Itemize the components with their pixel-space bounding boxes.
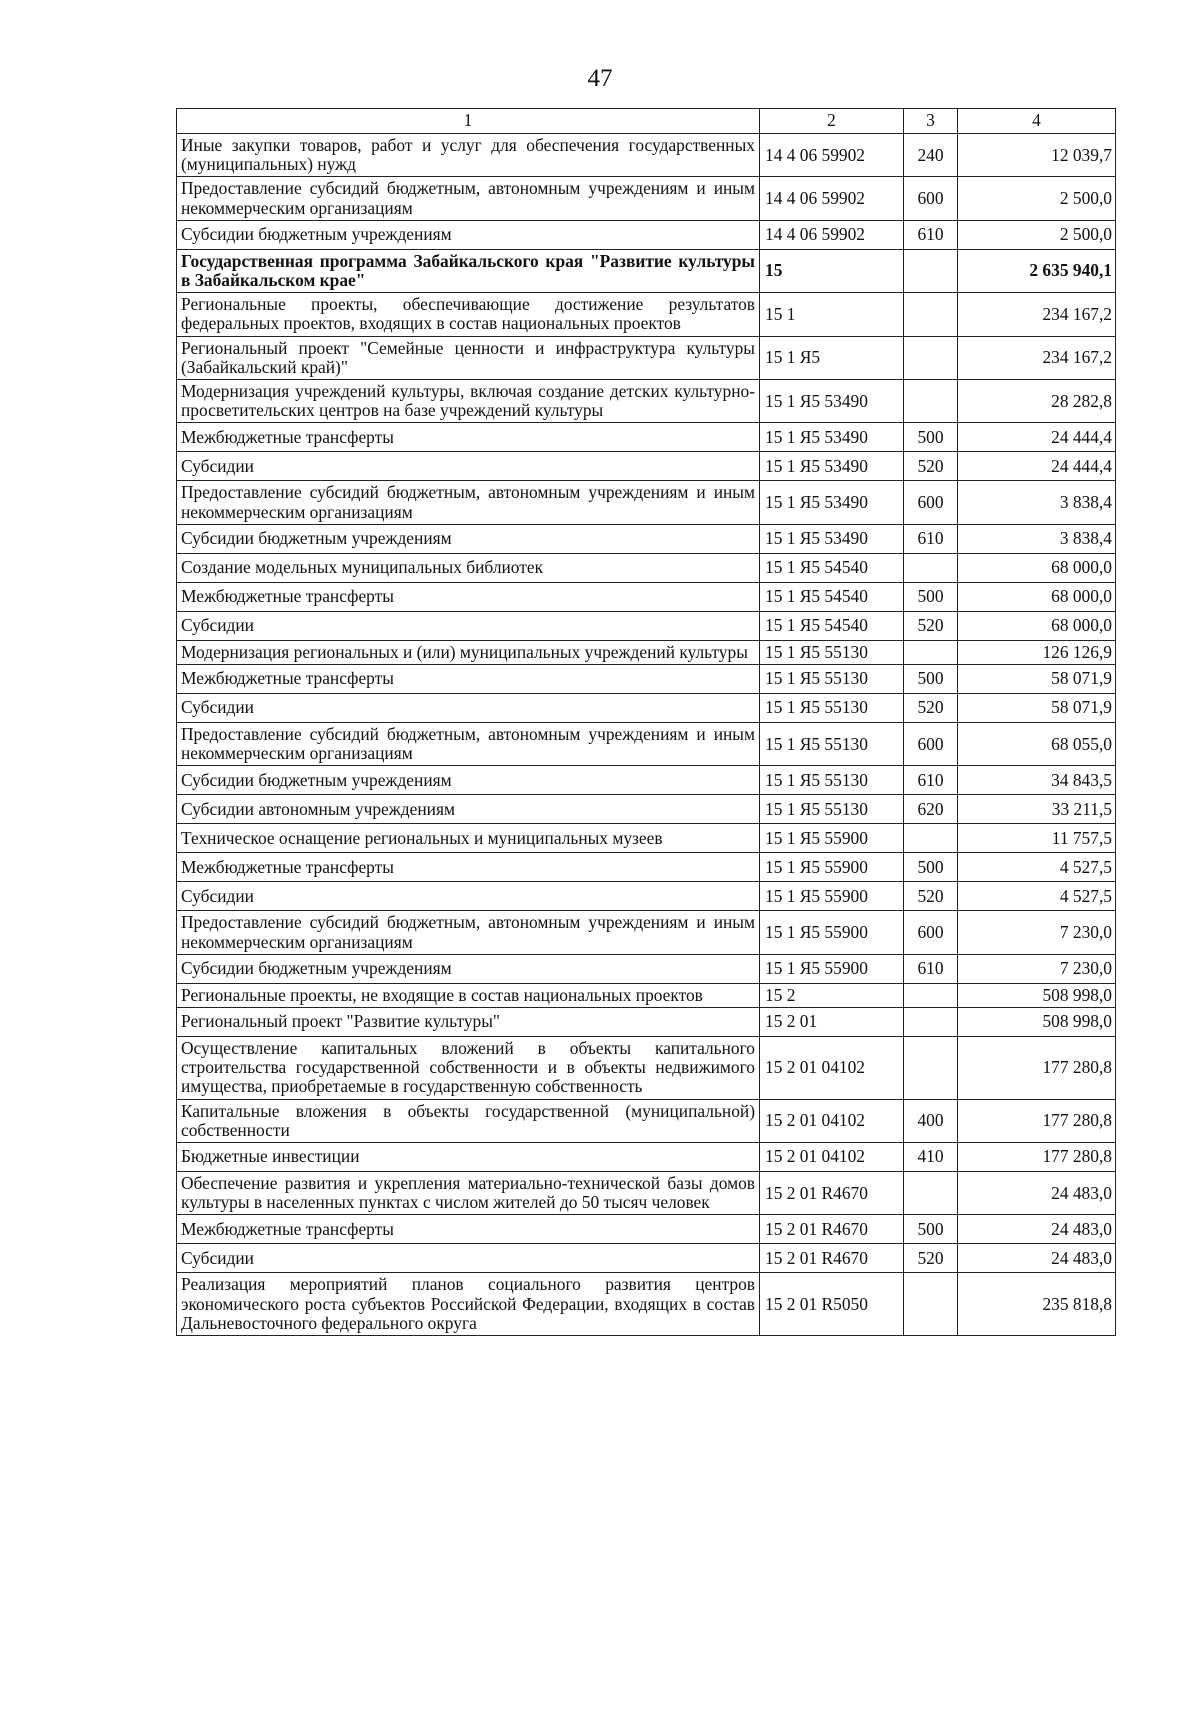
row-code: 15 2 01 04102 [760,1037,904,1100]
row-name: Иные закупки товаров, работ и услуг для обеспечения государственных (муниципальных) нужд [177,134,760,177]
row-amount: 2 500,0 [958,177,1116,220]
row-amount: 58 071,9 [958,665,1116,694]
row-code: 15 1 Я5 53490 [760,423,904,452]
row-amount: 28 282,8 [958,380,1116,423]
row-name: Межбюджетные трансферты [177,423,760,452]
row-type: 600 [904,481,958,524]
table-row [177,795,1116,824]
row-name: Осуществление капитальных вложений в объекты капитального строительства государственной собственности и в объекты недвижимого имущества, приобретаемые в государственную собственность [177,1037,760,1100]
table-row [177,983,1116,1007]
row-code: 15 1 Я5 [760,336,904,379]
row-name: Субсидии бюджетным учреждениям [177,954,760,983]
row-amount: 177 280,8 [958,1099,1116,1142]
table-row [177,481,1116,524]
row-amount: 3 838,4 [958,481,1116,524]
row-type: 620 [904,795,958,824]
row-code: 15 2 01 R4670 [760,1244,904,1273]
row-name: Реализация мероприятий планов социального развития центров экономического роста субъектов Российской Федерации, входящих в состав Дальневосточного федерального округа [177,1273,760,1336]
table-row [177,249,1116,292]
row-code: 15 1 Я5 55130 [760,640,904,664]
row-amount: 235 818,8 [958,1273,1116,1336]
row-name: Предоставление субсидий бюджетным, автономным учреждениям и иным некоммерческим организациям [177,911,760,954]
row-code: 15 1 Я5 53490 [760,481,904,524]
row-type: 240 [904,134,958,177]
row-type: 520 [904,1244,958,1273]
row-type [904,640,958,664]
row-type [904,824,958,853]
table-row [177,452,1116,481]
row-amount: 68 000,0 [958,553,1116,582]
row-type: 500 [904,1215,958,1244]
row-code: 15 1 Я5 55900 [760,824,904,853]
row-amount: 126 126,9 [958,640,1116,664]
row-name: Субсидии [177,611,760,640]
row-amount: 2 500,0 [958,220,1116,249]
row-type [904,1273,958,1336]
row-type: 610 [904,524,958,553]
row-code: 15 2 01 R4670 [760,1215,904,1244]
row-amount: 2 635 940,1 [958,249,1116,292]
row-code: 14 4 06 59902 [760,220,904,249]
table-row [177,177,1116,220]
row-amount: 68 000,0 [958,611,1116,640]
table-row [177,1215,1116,1244]
row-name: Предоставление субсидий бюджетным, автономным учреждениям и иным некоммерческим организациям [177,177,760,220]
row-type: 610 [904,220,958,249]
row-name: Обеспечение развития и укрепления материально-технической базы домов культуры в населенных пунктах с числом жителей до 50 тысяч человек [177,1172,760,1215]
row-code: 15 1 Я5 53490 [760,452,904,481]
row-amount: 33 211,5 [958,795,1116,824]
row-type [904,380,958,423]
row-amount: 58 071,9 [958,694,1116,723]
table-row [177,524,1116,553]
table-row [177,1273,1116,1336]
table-body [177,134,1116,1336]
row-name: Региональный проект "Развитие культуры" [177,1008,760,1037]
page-number: 47 [587,65,613,92]
row-amount: 234 167,2 [958,293,1116,336]
table-row [177,1099,1116,1142]
row-code: 15 2 01 04102 [760,1143,904,1172]
row-type: 500 [904,582,958,611]
row-amount: 24 483,0 [958,1244,1116,1273]
row-amount: 24 483,0 [958,1172,1116,1215]
row-type [904,1172,958,1215]
table-row [177,134,1116,177]
table-row [177,423,1116,452]
row-code: 15 1 Я5 55900 [760,911,904,954]
table-header [177,109,1116,134]
row-code: 15 1 Я5 55130 [760,766,904,795]
header-col-3: 3 [904,109,958,134]
row-amount: 34 843,5 [958,766,1116,795]
table-row [177,380,1116,423]
row-amount: 24 444,4 [958,423,1116,452]
table-row [177,1008,1116,1037]
row-code: 15 1 Я5 54540 [760,553,904,582]
row-name: Субсидии бюджетным учреждениям [177,220,760,249]
row-code: 15 1 Я5 55130 [760,694,904,723]
row-type: 610 [904,954,958,983]
row-type: 600 [904,911,958,954]
row-name: Межбюджетные трансферты [177,582,760,611]
row-code: 15 [760,249,904,292]
row-type [904,553,958,582]
row-code: 15 1 Я5 54540 [760,582,904,611]
row-code: 15 1 Я5 53490 [760,380,904,423]
row-amount: 24 483,0 [958,1215,1116,1244]
row-amount: 3 838,4 [958,524,1116,553]
row-name: Субсидии бюджетным учреждениям [177,766,760,795]
row-type: 610 [904,766,958,795]
budget-table [176,108,1116,1336]
row-name: Модернизация учреждений культуры, включая создание детских культурно-просветительских центров на базе учреждений культуры [177,380,760,423]
row-name: Капитальные вложения в объекты государственной (муниципальной) собственности [177,1099,760,1142]
row-amount: 4 527,5 [958,882,1116,911]
row-code: 15 2 01 [760,1008,904,1037]
table-row [177,640,1116,664]
row-code: 15 1 [760,293,904,336]
table-row [177,1172,1116,1215]
row-name: Субсидии бюджетным учреждениям [177,524,760,553]
table-row [177,582,1116,611]
header-col-4: 4 [958,109,1116,134]
row-type: 520 [904,611,958,640]
row-code: 15 2 [760,983,904,1007]
row-name: Субсидии [177,694,760,723]
row-code: 15 1 Я5 54540 [760,611,904,640]
row-type [904,293,958,336]
row-name: Создание модельных муниципальных библиотек [177,553,760,582]
table-row [177,766,1116,795]
row-amount: 234 167,2 [958,336,1116,379]
row-type: 400 [904,1099,958,1142]
row-amount: 68 000,0 [958,582,1116,611]
header-row [177,109,1116,134]
row-type: 520 [904,882,958,911]
row-name: Предоставление субсидий бюджетным, автономным учреждениям и иным некоммерческим организациям [177,723,760,766]
row-amount: 68 055,0 [958,723,1116,766]
row-amount: 4 527,5 [958,853,1116,882]
row-code: 15 1 Я5 55130 [760,795,904,824]
table-row [177,336,1116,379]
table-row [177,911,1116,954]
row-code: 14 4 06 59902 [760,134,904,177]
row-amount: 7 230,0 [958,911,1116,954]
table-row [177,665,1116,694]
row-name: Субсидии [177,452,760,481]
row-code: 15 2 01 04102 [760,1099,904,1142]
row-name: Бюджетные инвестиции [177,1143,760,1172]
table-row [177,293,1116,336]
row-code: 14 4 06 59902 [760,177,904,220]
row-type: 520 [904,694,958,723]
row-name: Межбюджетные трансферты [177,853,760,882]
row-amount: 7 230,0 [958,954,1116,983]
row-type [904,1008,958,1037]
table-row [177,824,1116,853]
row-type [904,1037,958,1100]
row-type: 500 [904,423,958,452]
table-row [177,853,1116,882]
row-code: 15 1 Я5 55130 [760,665,904,694]
row-amount: 177 280,8 [958,1037,1116,1100]
row-name: Региональные проекты, обеспечивающие достижение результатов федеральных проектов, входящих в состав национальных проектов [177,293,760,336]
row-name: Техническое оснащение региональных и муниципальных музеев [177,824,760,853]
row-amount: 177 280,8 [958,1143,1116,1172]
row-name: Субсидии [177,1244,760,1273]
row-amount: 11 757,5 [958,824,1116,853]
row-amount: 24 444,4 [958,452,1116,481]
row-type [904,249,958,292]
row-code: 15 2 01 R4670 [760,1172,904,1215]
row-type [904,983,958,1007]
row-name: Межбюджетные трансферты [177,665,760,694]
row-name: Региональные проекты, не входящие в состав национальных проектов [177,983,760,1007]
row-code: 15 1 Я5 55130 [760,723,904,766]
table-row [177,1037,1116,1100]
row-code: 15 1 Я5 55900 [760,882,904,911]
table-row [177,954,1116,983]
table-row [177,220,1116,249]
table-row [177,723,1116,766]
row-type [904,336,958,379]
row-amount: 508 998,0 [958,983,1116,1007]
table-row [177,611,1116,640]
table-row [177,882,1116,911]
row-code: 15 2 01 R5050 [760,1273,904,1336]
row-name: Субсидии [177,882,760,911]
row-name: Субсидии автономным учреждениям [177,795,760,824]
table-row [177,1143,1116,1172]
row-name: Региональный проект "Семейные ценности и инфраструктура культуры (Забайкальский край)" [177,336,760,379]
row-amount: 508 998,0 [958,1008,1116,1037]
header-col-2: 2 [760,109,904,134]
table-row [177,553,1116,582]
row-type: 410 [904,1143,958,1172]
row-code: 15 1 Я5 53490 [760,524,904,553]
row-type: 520 [904,452,958,481]
row-type: 600 [904,723,958,766]
row-amount: 12 039,7 [958,134,1116,177]
row-type: 600 [904,177,958,220]
row-code: 15 1 Я5 55900 [760,954,904,983]
row-name: Предоставление субсидий бюджетным, автономным учреждениям и иным некоммерческим организациям [177,481,760,524]
row-type: 500 [904,853,958,882]
row-type: 500 [904,665,958,694]
row-code: 15 1 Я5 55900 [760,853,904,882]
table-row [177,1244,1116,1273]
table-row [177,694,1116,723]
header-col-1: 1 [177,109,760,134]
row-name: Модернизация региональных и (или) муниципальных учреждений культуры [177,640,760,664]
row-name: Межбюджетные трансферты [177,1215,760,1244]
row-name: Государственная программа Забайкальского края "Развитие культуры в Забайкальском крае" [177,249,760,292]
